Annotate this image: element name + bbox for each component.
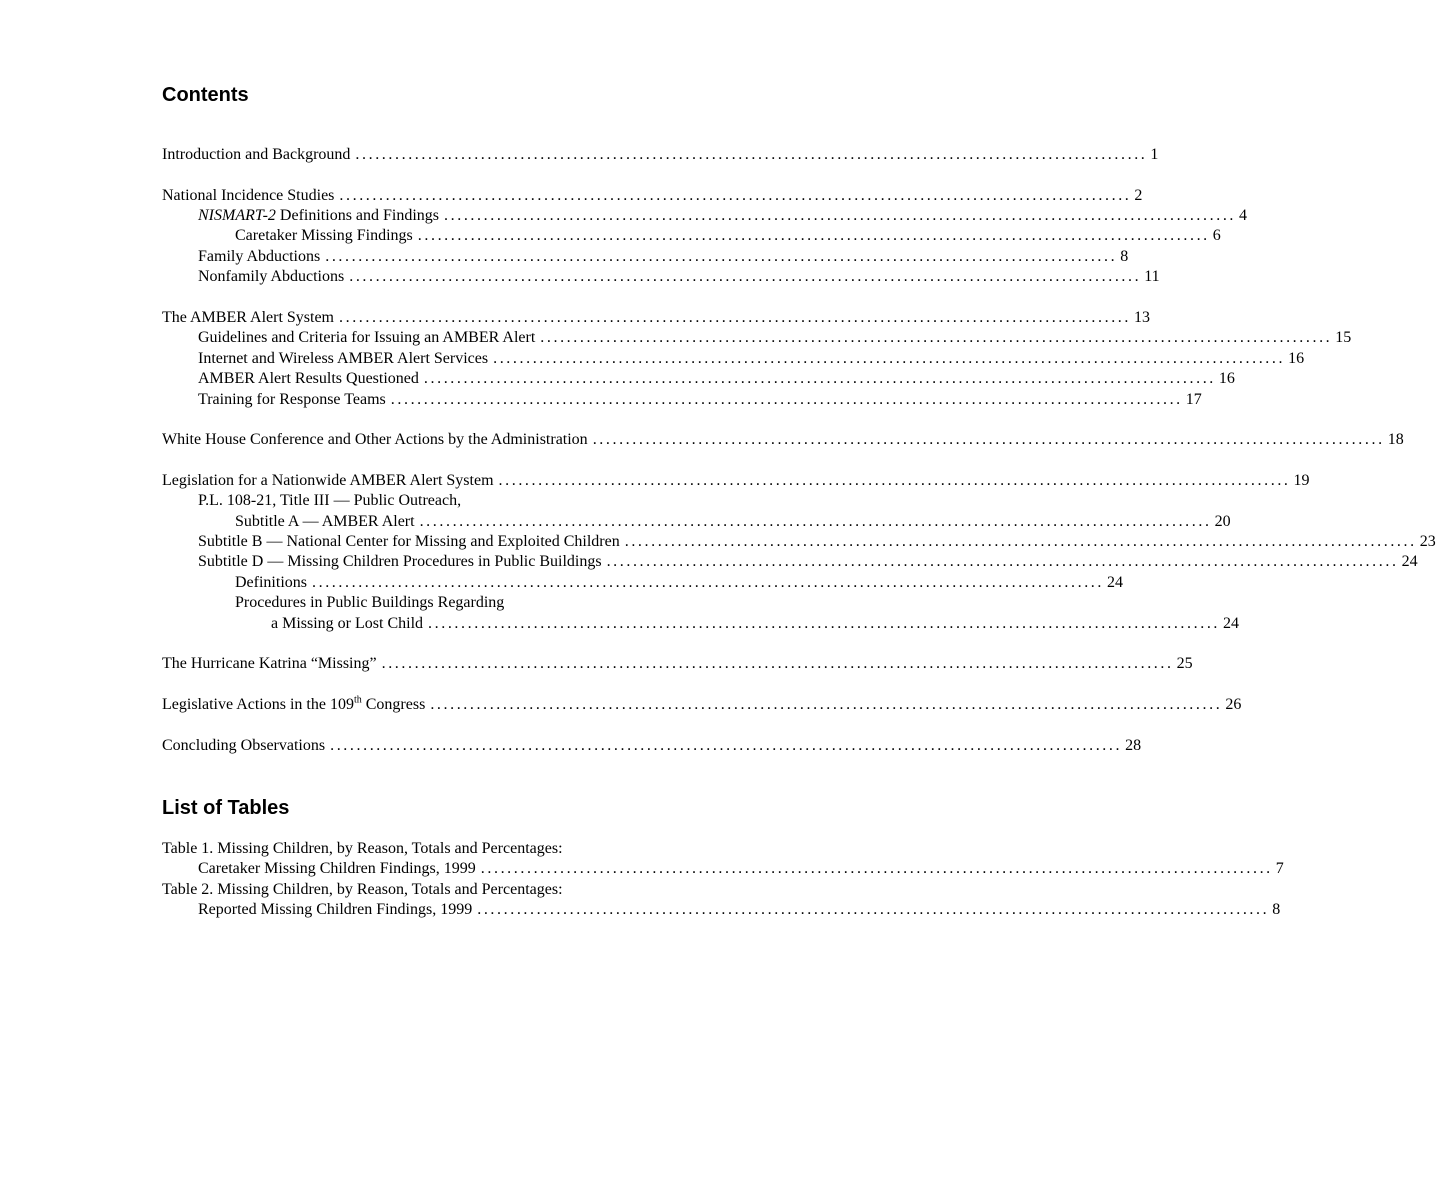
toc-entry-title-text: Nonfamily Abductions [198, 268, 345, 286]
toc-entry-title [198, 390, 386, 410]
dot-leader: ........................................................................................................................ [498, 471, 1291, 489]
toc-entry-title [198, 206, 439, 226]
dot-leader: ........................................................................................................................ [624, 533, 1417, 551]
toc-entry-title [271, 614, 423, 634]
dot-leader: ........................................................................................................................ [339, 308, 1131, 326]
toc-list [162, 145, 1436, 756]
toc-entry-title [198, 369, 419, 389]
toc-entry-title [198, 247, 320, 267]
toc-entry-title-text: Concluding Observations [162, 736, 326, 754]
toc-entry-title [162, 654, 377, 674]
table-entry-title-text: Reported Missing Children Findings, 1999 [198, 901, 473, 919]
table-entry-page-number: 8 [1272, 901, 1281, 919]
toc-entry-title-text: Legislation for a Nationwide AMBER Alert System [162, 471, 494, 489]
toc-entry-page-number: 24 [1401, 553, 1418, 571]
toc-entry-title-superscript: th [353, 694, 362, 706]
toc-entry[interactable] [162, 369, 1235, 389]
toc-entry-title-text: Introduction and Background [162, 146, 351, 163]
dot-leader: ........................................................................................................................ [430, 695, 1223, 713]
toc-entry-title-text: The AMBER Alert System [162, 308, 334, 326]
toc-entry[interactable] [162, 430, 1404, 450]
table-entry-title-text: Table 1. Missing Children, by Reason, Totals and Percentages: [162, 840, 563, 857]
toc-entry-title-text: Family Abductions [198, 247, 321, 265]
table-entry-title [198, 900, 472, 920]
toc-entry-page-number: 16 [1218, 370, 1235, 388]
table-entry[interactable] [162, 900, 1281, 920]
table-entry-title [162, 840, 563, 857]
toc-entry-page-number: 19 [1293, 471, 1310, 489]
toc-entry[interactable] [162, 267, 1160, 287]
table-entry[interactable] [162, 880, 759, 900]
dot-leader: ........................................................................................................................ [592, 431, 1385, 449]
toc-entry[interactable] [162, 614, 1240, 634]
table-entry-title-text: Caretaker Missing Children Findings, 1999 [198, 860, 476, 878]
toc-entry[interactable] [162, 308, 1150, 328]
toc-entry[interactable] [162, 328, 1352, 348]
dot-leader: ........................................................................................................................ [312, 573, 1104, 591]
toc-entry-title [198, 328, 535, 348]
toc-entry-page-number: 11 [1144, 268, 1160, 286]
toc-entry-title-suffix: Congress [361, 695, 426, 713]
toc-entry[interactable] [162, 226, 1221, 246]
toc-entry-title [198, 552, 602, 572]
toc-entry-page-number: 28 [1125, 736, 1142, 754]
toc-entry-page-number: 8 [1120, 247, 1129, 265]
toc-entry[interactable] [162, 573, 1123, 593]
toc-entry[interactable] [162, 532, 1436, 552]
toc-entry-title-text: National Incidence Studies [162, 186, 335, 204]
toc-entry[interactable] [162, 512, 1231, 532]
dot-leader: ........................................................................................................................ [349, 268, 1142, 286]
dot-leader: ........................................................................................................................ [381, 655, 1174, 673]
toc-entry-title [235, 573, 307, 593]
dot-leader: ........................................................................................................................ [606, 553, 1399, 571]
toc-entry[interactable] [162, 491, 759, 511]
toc-entry-title [198, 492, 461, 509]
toc-entry-title [235, 594, 504, 611]
dot-leader: ........................................................................................................................ [477, 901, 1270, 919]
table-entry-page-number: 7 [1275, 860, 1284, 878]
toc-entry-title [162, 430, 588, 450]
toc-entry-title-text: P.L. 108-21, Title III — Public Outreach, [198, 492, 462, 510]
dot-leader: ........................................................................................................................ [325, 247, 1118, 265]
toc-entry-title-text: Training for Response Teams [198, 390, 386, 408]
toc-entry-page-number: 4 [1239, 207, 1248, 225]
toc-entry-title-text: Subtitle B — National Center for Missing and Exploited Children [198, 533, 620, 551]
toc-entry-title-text: Caretaker Missing Findings [235, 227, 413, 245]
dot-leader: ........................................................................................................................ [423, 370, 1216, 388]
toc-entry[interactable] [162, 736, 1142, 756]
dot-leader: ........................................................................................................................ [540, 329, 1333, 347]
table-entry-title [162, 881, 563, 898]
toc-entry-title-text: a Missing or Lost Child [271, 614, 424, 632]
toc-entry-title [162, 471, 494, 491]
toc-entry-title-text: Subtitle A — AMBER Alert [235, 512, 415, 530]
dot-leader: ........................................................................................................................ [480, 860, 1273, 878]
toc-entry-title-text: Legislative Actions in the 109 [162, 695, 354, 713]
toc-entry-page-number: 25 [1176, 655, 1193, 673]
toc-entry[interactable] [162, 186, 1143, 206]
toc-entry-title-text: AMBER Alert Results Questioned [198, 370, 419, 388]
dot-leader: ........................................................................................................................ [417, 227, 1210, 245]
contents-heading: Contents [162, 84, 249, 106]
toc-entry-title-text: Guidelines and Criteria for Issuing an AMBER Alert [198, 329, 536, 347]
toc-entry-title-text: Definitions and Findings [275, 207, 440, 225]
toc-entry-title-text: The Hurricane Katrina “Missing” [162, 655, 377, 673]
toc-entry[interactable] [162, 593, 759, 613]
toc-entry-title-italic: NISMART-2 [198, 207, 276, 225]
toc-entry[interactable] [162, 471, 1310, 491]
toc-entry-page-number: 2 [1134, 186, 1143, 204]
toc-entry[interactable] [162, 145, 1159, 165]
table-entry-title-text: Table 2. Missing Children, by Reason, Totals and Percentages: [162, 880, 563, 898]
toc-entry-title-text: White House Conference and Other Actions by the Administration [162, 431, 588, 449]
table-entry-title [198, 859, 476, 879]
dot-leader: ........................................................................................................................ [428, 614, 1221, 632]
toc-entry-title [198, 267, 344, 287]
dot-leader: ........................................................................................................................ [493, 349, 1286, 367]
toc-entry[interactable] [162, 349, 1305, 369]
toc-entry-title [162, 736, 325, 756]
list-of-tables-heading: List of Tables [162, 797, 290, 819]
toc-entry-page-number: 20 [1214, 512, 1231, 530]
toc-entry[interactable] [162, 654, 1193, 674]
table-entry[interactable] [162, 839, 759, 859]
dot-leader: ........................................................................................................................ [444, 207, 1237, 225]
toc-entry-page-number: 18 [1387, 431, 1404, 449]
toc-entry-page-number: 6 [1212, 227, 1221, 245]
toc-entry-title [198, 349, 488, 369]
toc-entry[interactable] [162, 247, 1129, 267]
toc-entry-page-number: 24 [1107, 573, 1123, 591]
toc-entry-title [235, 512, 415, 532]
table-entry[interactable] [162, 859, 1284, 879]
toc-entry-page-number: 23 [1419, 533, 1436, 551]
toc-entry-title [235, 226, 413, 246]
toc-entry-page-number: 15 [1335, 329, 1352, 347]
toc-entry-title [162, 695, 425, 715]
tables-list [162, 839, 1284, 921]
dot-leader: ........................................................................................................................ [330, 736, 1123, 754]
toc-entry-page-number: 24 [1223, 614, 1240, 632]
toc-entry-page-number: 26 [1225, 695, 1242, 713]
toc-entry[interactable] [162, 390, 1202, 410]
toc-entry[interactable] [162, 206, 1248, 226]
toc-entry-page-number: 17 [1185, 390, 1202, 408]
toc-entry-title-text: Procedures in Public Buildings Regarding [235, 594, 505, 612]
dot-leader: ........................................................................................................................ [390, 390, 1183, 408]
dot-leader: ........................................................................................................................ [419, 512, 1212, 530]
toc-entry-page-number: 13 [1134, 308, 1150, 326]
toc-entry-page-number: 16 [1288, 349, 1305, 367]
toc-entry-title-text: Definitions [235, 573, 307, 591]
toc-entry-title-text: Subtitle D — Missing Children Procedures in Public Buildings [198, 553, 602, 571]
toc-entry-title-text: Internet and Wireless AMBER Alert Services [198, 349, 489, 367]
toc-entry[interactable] [162, 552, 1418, 572]
dot-leader: ........................................................................................................................ [355, 146, 1148, 163]
toc-entry-title [162, 308, 334, 328]
dot-leader: ........................................................................................................................ [339, 186, 1132, 204]
toc-entry-page-number: 1 [1150, 146, 1159, 163]
toc-entry[interactable] [162, 694, 1242, 715]
toc-entry-title [162, 145, 350, 165]
toc-entry-title [162, 186, 334, 206]
toc-entry-title [198, 532, 620, 552]
